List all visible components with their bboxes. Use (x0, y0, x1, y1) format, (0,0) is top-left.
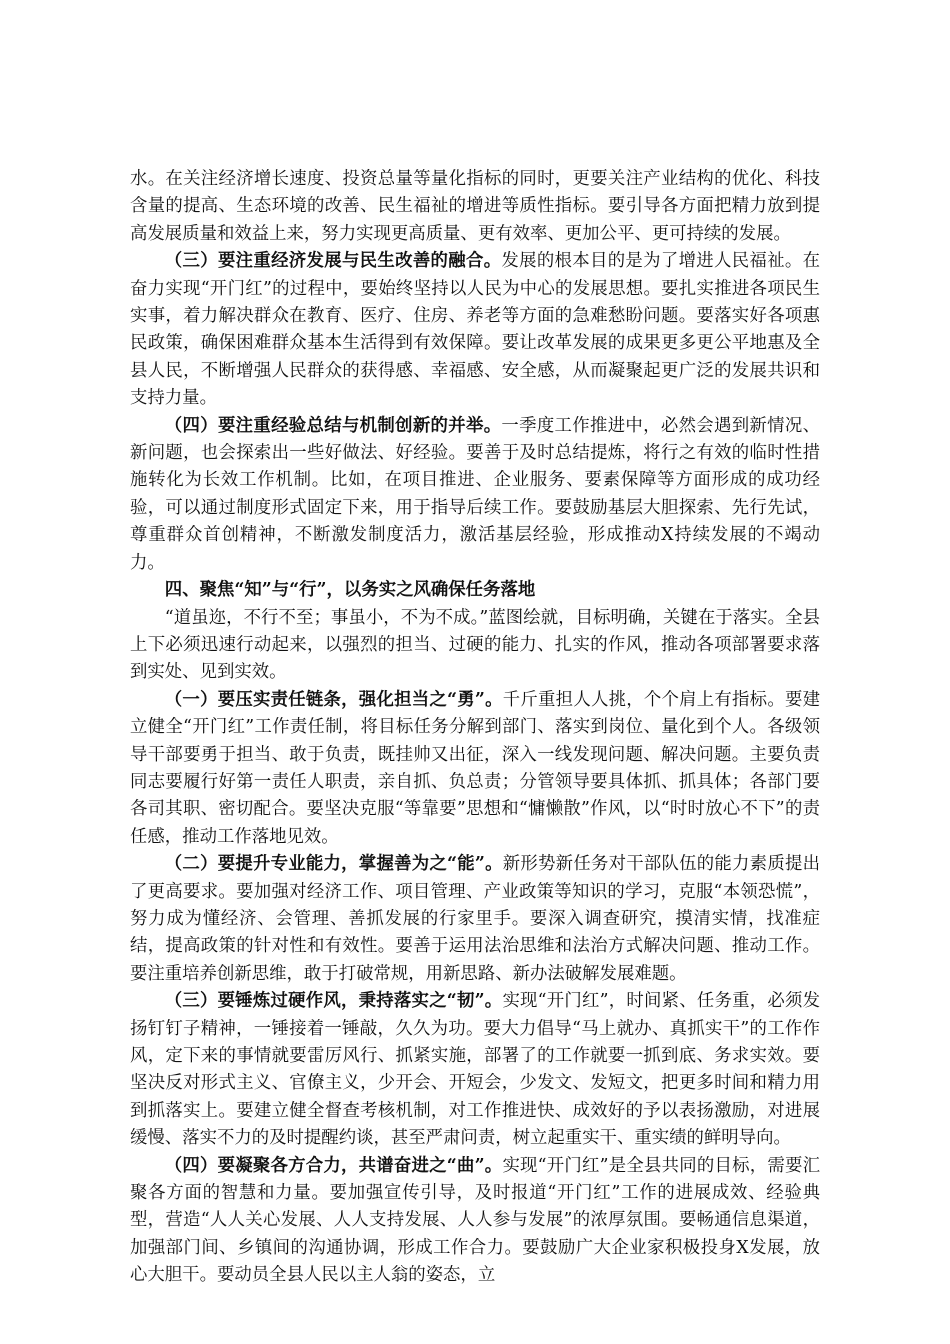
paragraph-continuation (130, 166, 820, 248)
paragraph-lead: （一）要压实责任链条，强化担当之“勇”。 (164, 689, 503, 710)
paragraph-body: 千斤重担人人挑，个个肩上有指标。要建立健全“开门红”工作责任制，将目标任务分解到部门、落实到岗位、量化到个人。各级领导干部要勇于担当、敢于负责，既挂帅又出征，深入一线发现问题、解决问题。主要负责同志要履行好第一责任人职责，亲自抓、负总责；分管领导要具体抓、抓具体；各部门要各司其职、密切配合。要坚决克服“等靠要”思想和“慵懒散”作风，以“时时放心不下”的责任感，推动工作落地见效。 (130, 689, 820, 847)
paragraph-body: 实现“开门红”是全县共同的目标，需要汇聚各方面的智慧和力量。要加强宣传引导，及时报道“开门红”工作的进展成效、经验典型，营造“人人关心发展、人人支持发展、人人参与发展”的浓厚氛围。要畅通信息渠道，加强部门间、乡镇间的沟通协调，形成工作合力。要鼓励广大企业家积极投身X发展，放心大胆干。要动员全县人民以主人翁的姿态，立 (130, 1155, 820, 1286)
paragraph-intro (130, 605, 820, 687)
paragraph-body: 新形势新任务对干部队伍的能力素质提出了更高要求。要加强对经济工作、项目管理、产业政策等知识的学习，克服“本领恐慌”，努力成为懂经济、会管理、善抓发展的行家里手。要深入调查研究，摸清实情，找准症结，提高政策的针对性和有效性。要善于运用法治思维和法治方式解决问题、推动工作。要注重培养创新思维，敢于打破常规，用新思路、新办法破解发展难题。 (130, 854, 820, 984)
section-heading-4: 四、聚焦“知”与“行”，以务实之风确保任务落地 (164, 580, 536, 601)
paragraph-item-4 (130, 413, 820, 577)
paragraph-body: 实现“开门红”，时间紧、任务重，必须发扬钉钉子精神，一锤接着一锤敲，久久为功。要大力倡导“马上就办、真抓实干”的工作作风，定下来的事情就要雷厉风行、抓紧实施，部署了的工作就要一抓到底、务求实效。要坚决反对形式主义、官僚主义，少开会、开短会，少发文、发短文，把更多时间和精力用到抓落实上。要建立健全督查考核机制，对工作推进快、成效好的予以表扬激励，对进展缓慢、落实不力的及时提醒约谈，甚至严肃问责，树立起重实干、重实绩的鲜明导向。 (130, 991, 820, 1149)
paragraph-lead: （三）要注重经济发展与民生改善的融合。 (164, 251, 502, 272)
paragraph-lead: （三）要锤炼过硬作风，秉持落实之“韧”。 (164, 991, 503, 1012)
document-page (130, 166, 820, 1290)
paragraph-item-4b (130, 1153, 820, 1290)
paragraph-body: 一季度工作推进中，必然会遇到新情况、新问题，也会探索出一些好做法、好经验。要善于及时总结提炼，将行之有效的临时性措施转化为长效工作机制。比如，在项目推进、企业服务、要素保障等方面形成的成功经验，可以通过制度形式固定下来，用于指导后续工作。要鼓励基层大胆探索、先行先试，尊重群众首创精神，不断激发制度活力，激活基层经验，形成推动X持续发展的不竭动力。 (130, 415, 820, 573)
paragraph-body: 发展的根本目的是为了增进人民福祉。在奋力实现“开门红”的过程中，要始终坚持以人民为中心的发展思想。要扎实推进各项民生实事，着力解决群众在教育、医疗、住房、养老等方面的急难愁盼问题。要落实好各项惠民政策，确保困难群众基本生活得到有效保障。要让改革发展的成果更多更公平地惠及全县人民，不断增强人民群众的获得感、幸福感、安全感，从而凝聚起更广泛的发展共识和支持力量。 (130, 251, 820, 409)
paragraph-lead: （四）要注重经验总结与机制创新的并举。 (164, 415, 502, 436)
paragraph-item-3b (130, 988, 820, 1152)
paragraph-body: “道虽迩，不行不至；事虽小，不为不成。”蓝图绘就，目标明确，关键在于落实。全县上下必须迅速行动起来，以强烈的担当、过硬的能力、扎实的作风，推动各项部署要求落到实处、见到实效。 (130, 607, 820, 683)
paragraph-item-1 (130, 687, 820, 851)
paragraph-item-3 (130, 248, 820, 412)
paragraph-body: 水。在关注经济增长速度、投资总量等量化指标的同时，更要关注产业结构的优化、科技含量的提高、生态环境的改善、民生福祉的增进等质性指标。要引导各方面把精力放到提高发展质量和效益上来，努力实现更高质量、更有效率、更加公平、更可持续的发展。 (130, 169, 820, 244)
paragraph-lead: （四）要凝聚各方合力，共谱奋进之“曲”。 (164, 1155, 503, 1176)
paragraph-item-2 (130, 851, 820, 988)
paragraph-lead: （二）要提升专业能力，掌握善为之“能”。 (164, 854, 503, 875)
